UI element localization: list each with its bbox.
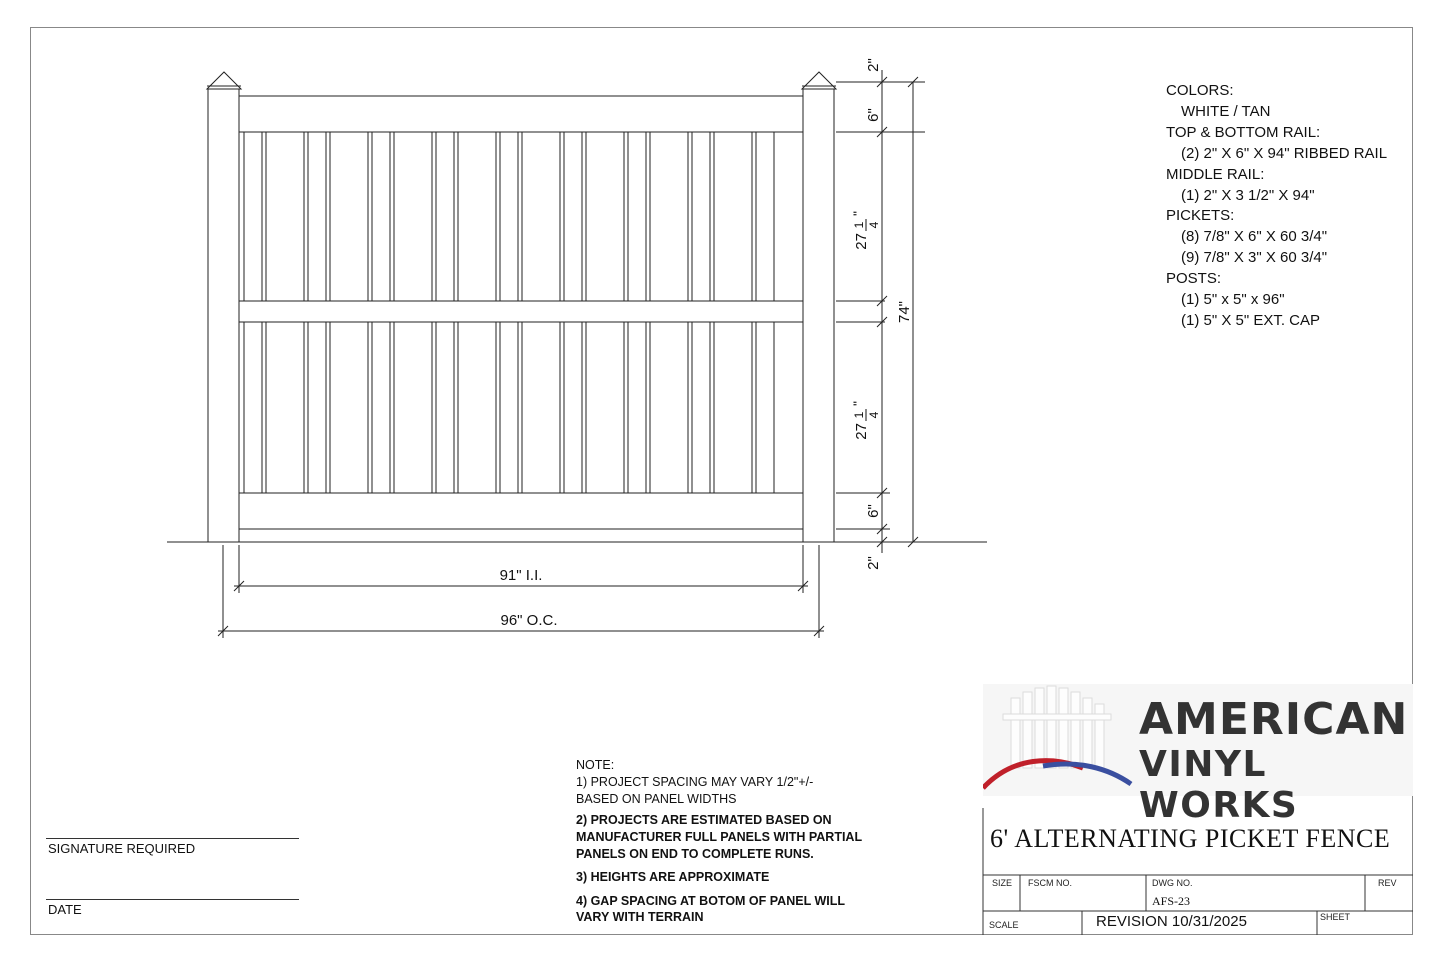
svg-text:4: 4	[867, 221, 881, 229]
picket-narrow	[564, 322, 582, 493]
dim-top-rail: 6"	[865, 108, 882, 122]
colors-label: COLORS:	[1166, 82, 1234, 99]
left-post	[208, 89, 239, 542]
picket-wide	[714, 322, 752, 493]
note-4b: VARY WITH TERRAIN	[576, 910, 704, 924]
pickets-value-1: (8) 7/8" X 6" X 60 3/4"	[1181, 228, 1328, 246]
posts-value-1: (1) 5" x 5" x 96"	[1181, 291, 1285, 309]
dim-bottom-rail: 6"	[865, 504, 882, 518]
picket-narrow	[436, 322, 454, 493]
picket-wide	[650, 132, 688, 301]
top-rail	[239, 96, 803, 132]
dwg-number: AFS-23	[1152, 894, 1191, 908]
posts-value-2: (1) 5" X 5" EXT. CAP	[1181, 311, 1321, 329]
note-1a: 1) PROJECT SPACING MAY VARY 1/2"+/-	[576, 775, 814, 789]
picket-wide	[458, 322, 496, 493]
picket-narrow	[308, 322, 326, 493]
signature-label: SIGNATURE REQUIRED	[48, 841, 196, 856]
dim-upper-section	[850, 211, 881, 250]
picket-narrow	[692, 322, 710, 493]
revision-date: REVISION 10/31/2025	[1096, 913, 1247, 930]
material-specs	[1166, 81, 1387, 332]
svg-text:27: 27	[853, 423, 870, 440]
picket-wide	[586, 132, 624, 301]
note-2c: PANELS ON END TO COMPLETE RUNS.	[576, 847, 814, 861]
picket-wide	[522, 132, 560, 301]
right-post	[803, 89, 834, 542]
note-heading: NOTE:	[576, 758, 615, 772]
picket-wide	[522, 322, 560, 493]
fscm-label: FSCM NO.	[1028, 878, 1072, 888]
rail-label: TOP & BOTTOM RAIL:	[1166, 123, 1321, 141]
bottom-rail	[239, 493, 803, 529]
picket-narrow	[244, 322, 262, 493]
picket-wide	[266, 132, 304, 301]
date-line[interactable]	[46, 899, 299, 900]
picket-narrow	[436, 132, 454, 301]
dim-overall-height: 74"	[896, 300, 913, 324]
picket-narrow	[244, 132, 262, 301]
scale-label: SCALE	[989, 920, 1019, 930]
picket-narrow	[628, 132, 646, 301]
pickets-value-2: (9) 7/8" X 3" X 60 3/4"	[1181, 249, 1328, 267]
posts-label: POSTS:	[1166, 270, 1222, 288]
dim-top-gap: 2"	[865, 58, 882, 72]
picket-wide	[330, 322, 368, 493]
picket-wide	[394, 132, 432, 301]
size-label: SIZE	[992, 878, 1013, 888]
note-1b: BASED ON PANEL WIDTHS	[576, 792, 737, 806]
picket-wide	[266, 322, 304, 493]
fence-logo-icon	[983, 684, 1133, 796]
svg-text:": "	[850, 401, 866, 406]
svg-text:27: 27	[853, 233, 870, 250]
picket-narrow	[500, 132, 518, 301]
signature-line[interactable]	[46, 838, 299, 839]
rev-label: REV	[1378, 878, 1397, 888]
svg-text:": "	[850, 211, 866, 216]
picket-narrow	[372, 132, 390, 301]
svg-text:4: 4	[867, 411, 881, 419]
picket-wide	[650, 322, 688, 493]
dim-center-width: 96" O.C.	[500, 612, 558, 629]
picket-narrow	[372, 322, 390, 493]
picket-wide	[330, 132, 368, 301]
picket-narrow	[500, 322, 518, 493]
dwg-label: DWG NO.	[1152, 878, 1193, 888]
pickets-label: PICKETS:	[1166, 207, 1235, 225]
middle-rail	[239, 301, 803, 322]
drawing-title: 6' ALTERNATING PICKET FENCE	[990, 824, 1391, 853]
colors-value: WHITE / TAN	[1181, 102, 1271, 120]
logo-wordmark-vinyl-works: VINYL WORKS	[1139, 744, 1299, 826]
picket-narrow	[308, 132, 326, 301]
picket-narrow	[564, 132, 582, 301]
note-2b: MANUFACTURER FULL PANELS WITH PARTIAL	[576, 830, 863, 844]
sheet-label: SHEET	[1320, 912, 1351, 922]
svg-text:1: 1	[852, 411, 866, 419]
picket-wide	[586, 322, 624, 493]
dim-inner-width: 91" I.I.	[499, 567, 543, 584]
picket-narrow	[692, 132, 710, 301]
rail-value: (2) 2" X 6" X 94" RIBBED RAIL	[1181, 144, 1388, 162]
logo-wordmark-american: AMERICAN	[1139, 694, 1409, 745]
note-3: 3) HEIGHTS ARE APPROXIMATE	[576, 870, 770, 884]
middle-rail-value: (1) 2" X 3 1/2" X 94"	[1181, 186, 1315, 204]
picket-narrow	[756, 322, 774, 493]
picket-narrow	[756, 132, 774, 301]
picket-wide	[714, 132, 752, 301]
note-2a: 2) PROJECTS ARE ESTIMATED BASED ON	[576, 813, 832, 827]
picket-wide	[458, 132, 496, 301]
picket-wide	[394, 322, 432, 493]
middle-rail-label: MIDDLE RAIL:	[1166, 165, 1265, 183]
company-logo	[983, 684, 1413, 826]
dim-bottom-gap: 2"	[865, 556, 882, 570]
svg-text:1: 1	[852, 221, 866, 229]
note-4a: 4) GAP SPACING AT BOTOM OF PANEL WILL	[576, 894, 845, 908]
picket-narrow	[628, 322, 646, 493]
dim-lower-section	[850, 401, 881, 440]
date-label: DATE	[48, 902, 82, 917]
